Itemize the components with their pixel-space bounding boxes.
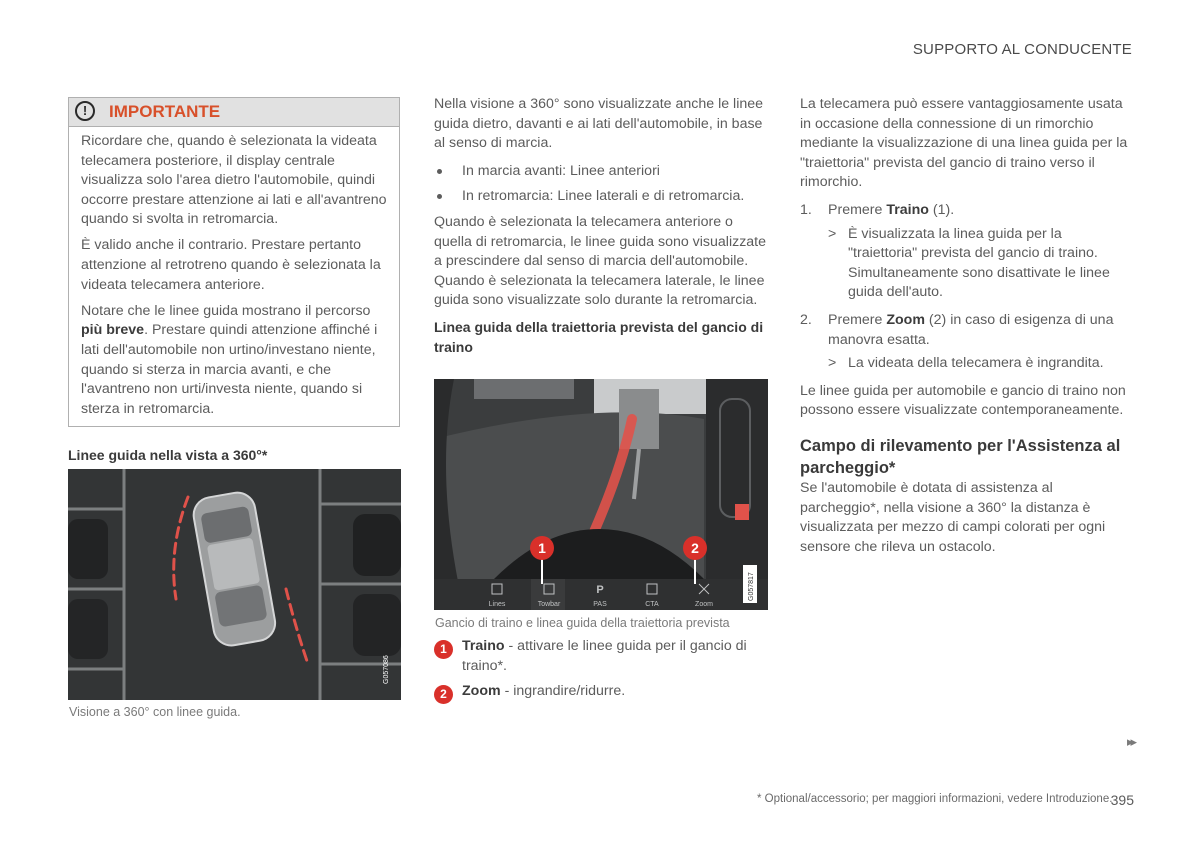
legend-term: Traino: [462, 638, 505, 654]
important-body: [81, 132, 387, 426]
toolbar-pas-label: PAS: [593, 601, 607, 608]
result-marker: >: [828, 355, 837, 372]
important-title: IMPORTANTE: [109, 102, 221, 121]
trailer-paragraph: La telecamera può essere vantaggiosamente usata in occasione della connessione di un rimorchio mediante la visualizzazione di una linea guida per la "traiettoria" prevista del gancio di traino verso il rimorchio.: [800, 96, 1128, 191]
caption-360-view: Visione a 360° con linee guida.: [69, 705, 241, 719]
subheading-towbar-guide: Linea guida della traiettoria prevista del gancio di traino: [434, 318, 764, 355]
parking-paragraph: Se l'automobile è dotata di assistenza al parcheggio*, nella visione a 360° la distanza è visualizzata per mezzo di campi colorati per ogni sensore che rileva un ostacolo.: [800, 479, 1106, 555]
result-marker: >: [828, 225, 837, 242]
legend-term: Zoom: [462, 683, 501, 700]
simultaneous-paragraph: Le linee guida per automobile e gancio di traino non possono essere visualizzate contemporaneamente.: [800, 382, 1126, 419]
legend-list: [434, 637, 770, 702]
legend-item: [434, 682, 770, 702]
bullet-item: In retromarcia: Linee laterali e di retromarcia.: [434, 187, 770, 207]
image-code: G057817: [748, 572, 755, 601]
bullet-item: In marcia avanti: Linee anteriori: [434, 162, 770, 182]
toolbar-towbar-label: Towbar: [537, 601, 561, 608]
toolbar-zoom-label: Zoom: [695, 601, 713, 608]
step-number: 1.: [800, 201, 812, 218]
toolbar-lines-label: Lines: [488, 601, 506, 608]
toolbar-cta-label: CTA: [645, 601, 659, 608]
page-number: 395: [1110, 792, 1134, 808]
image-code: G057086: [383, 655, 390, 684]
text-span: Premere: [828, 201, 887, 218]
pas-icon: P: [596, 584, 604, 596]
marker-1: 1: [538, 540, 546, 556]
illustration-towbar-camera: [434, 379, 768, 610]
illustration-360-view: [68, 469, 401, 700]
column-2-text: [434, 95, 770, 357]
intro-paragraph: Nella visione a 360° sono visualizzate anche le linee guida dietro, davanti e ai lati dell'automobile, in base al senso di marcia.: [434, 96, 764, 152]
warning-exclamation-icon: !: [75, 101, 95, 121]
legend-number-badge: 1: [434, 640, 453, 659]
text-span: La videata della telecamera è ingrandita.: [848, 355, 1104, 372]
important-paragraph: [81, 302, 387, 420]
image-360-view: [68, 469, 401, 700]
important-paragraph: Ricordare che, quando è selezionata la videata telecamera posteriore, il display centrale visualizza solo l'area dietro l'automobile, quindi occorre prestare attenzione ai lati e all'avantreno quando si svolta in retromarcia.: [81, 133, 387, 228]
marker-2: 2: [691, 540, 699, 556]
text-span: . Prestare quindi attenzione affinché i lati dell'automobile non urtino/investano niente, quando si sterza in marcia avanti, e che l'avantreno non urti/investa niente, quando si sterza in retromarcia.: [81, 322, 378, 417]
text-span: (2) in caso di esigenza di una manovra esatta.: [828, 311, 1114, 348]
text-span: Premere: [828, 311, 887, 328]
bold-term: Traino: [886, 201, 929, 218]
section-header: SUPPORTO AL CONDUCENTE: [912, 41, 1132, 58]
footnote: * Optional/accessorio; per maggiori informazioni, vedere Introduzione.: [757, 793, 1113, 805]
important-header: [69, 98, 399, 127]
result-2: [800, 354, 1134, 374]
column-3-text: [800, 95, 1134, 557]
heading-parking-assist: Campo di rilevamento per l'Assistenza al parcheggio*: [800, 436, 1121, 477]
continue-arrows-icon: ▸▸: [1126, 734, 1134, 749]
step-2: [800, 311, 1134, 350]
legend-item: [434, 637, 770, 676]
text-span: Notare che le linee guida mostrano il percorso: [81, 302, 371, 319]
bold-term: più breve: [81, 322, 145, 339]
legend-number-badge: 2: [434, 685, 453, 704]
subheading-360-guidelines: Linee guida nella vista a 360°*: [68, 447, 268, 463]
legend-desc: - attivare le linee guida per il gancio di traino*.: [462, 638, 747, 674]
important-paragraph: È valido anche il contrario. Prestare pertanto attenzione al retrotreno quando è selezionata la videata telecamera anteriore.: [81, 237, 381, 293]
bold-term: Zoom: [886, 311, 925, 328]
step-number: 2.: [800, 311, 812, 328]
legend-desc: - ingrandire/ridurre.: [500, 683, 626, 700]
result-1: [800, 225, 1134, 303]
image-towbar-camera: [434, 379, 768, 610]
text-span: (1).: [928, 201, 955, 218]
camera-paragraph: Quando è selezionata la telecamera anteriore o quella di retromarcia, le linee guida sono visualizzate a prescindere dal senso di marcia dell'automobile. Quando è selezionata la telecamera laterale, le linee guida sono visualizzate solo durante la retromarcia.: [434, 213, 767, 309]
important-box: [68, 97, 400, 427]
text-span: È visualizzata la linea guida per la "traiettoria" prevista del gancio di traino. Simultaneamente sono disattivate le linee guida dell'auto.: [848, 225, 1110, 301]
step-1: [800, 201, 1134, 221]
caption-towbar: Gancio di traino e linea guida della traiettoria prevista: [435, 616, 730, 630]
